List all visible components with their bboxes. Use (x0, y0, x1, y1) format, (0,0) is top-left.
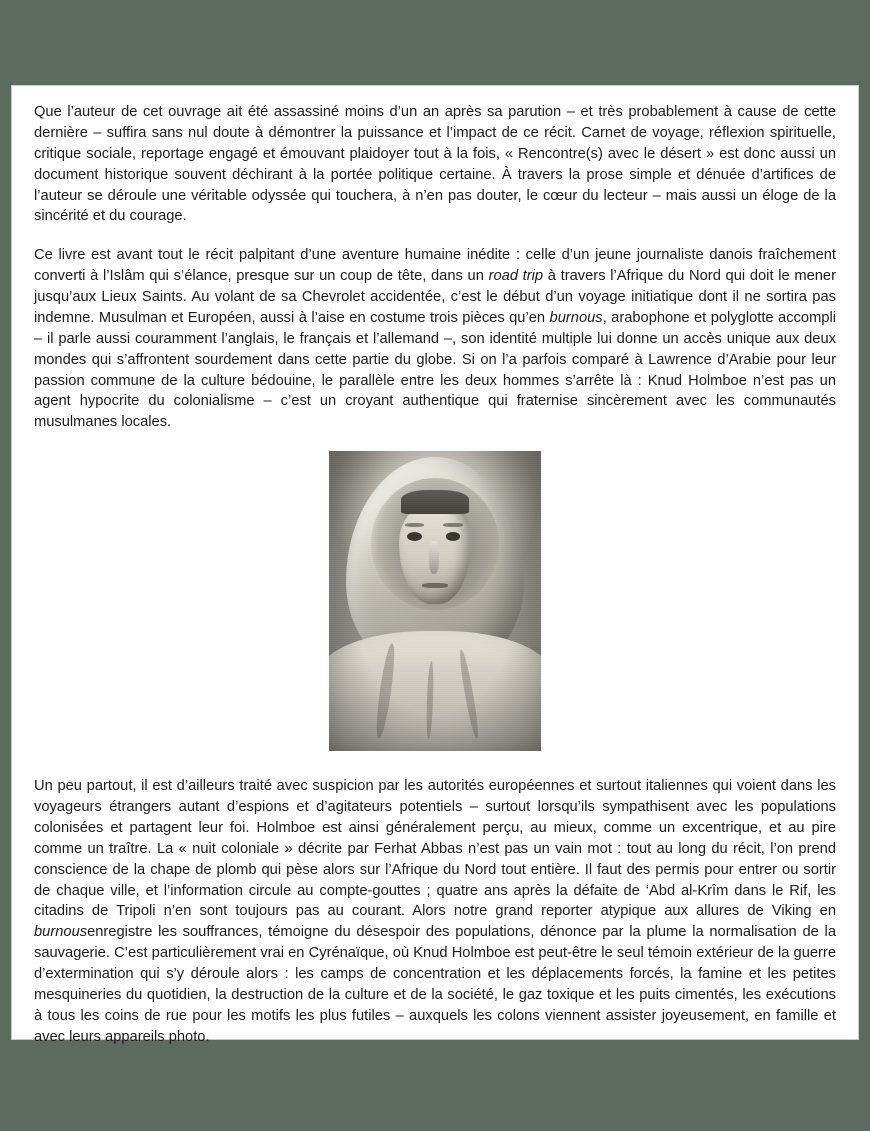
photo-grain (329, 451, 541, 751)
emphasized-text: burnous (549, 309, 603, 326)
document-page (11, 85, 859, 1045)
figure-block (34, 451, 836, 756)
portrait-photograph (329, 451, 541, 751)
document-content (12, 86, 858, 1058)
emphasized-text: burnous (34, 924, 88, 941)
paragraph-2: Ce livre est avant tout le récit palpitant d’une aventure humaine inédite : celle d’un jeune journaliste danois fraîchement converti à l’Islâm qui s’élance, presque sur un coup de tête, dans un road trip à travers l’Afrique du Nord qui doit le mener jusqu’aux Lieux Saints. Au volant de sa Chevrolet accidentée, c’est le début d’un voyage initiatique dont il ne sortira pas indemne. Musulman et Européen, aussi à l’aise en costume trois pièces qu’en burnous, arabophone et polyglotte accompli – il parle aussi couramment l’anglais, le français et l’allemand –, son identité multiple lui donne un accès unique aux deux mondes qui s’affrontent sourdement dans cette partie du globe. Si on l’a parfois comparé à Lawrence d’Arabie pour leur passion commune de la culture bédouine, le parallèle entre les deux hommes s’arrête là : Knud Holmboe n’est pas un agent hypocrite du colonialisme – c’est un croyant authentique qui fraternise sincèrement avec les communautés musulmanes locales. (34, 247, 836, 431)
emphasized-text: road trip (488, 268, 544, 285)
paragraph-3: Un peu partout, il est d’ailleurs traité avec suspicion par les autorités européennes et surtout italiennes qui voient dans les voyageurs étrangers autant d’espions et d’agitateurs potentiels – surtout lorsqu’ils sympathisent avec les populations colonisées et partagent leur foi. Holmboe est ainsi généralement perçu, au mieux, comme un excentrique, et au pire comme un traître. La « nuit coloniale » décrite par Ferhat Abbas n’est pas un vain mot : tout au long du récit, l’on prend conscience de la chape de plomb qui pèse alors sur l’Afrique du Nord tout entière. Il faut des permis pour entrer ou sortir de chaque ville, et l’information circule au compte-gouttes ; quatre ans après la défaite de ‘Abd al-Krîm dans le Rif, les citadins de Tripoli n’en sont toujours pas au courant. Alors notre grand reporter atypique aux allures de Viking en burnousenregistre les souffrances, témoigne du désespoir des populations, dénonce par la plume la normalisation de la sauvagerie. C’est particulièrement vrai en Cyrénaïque, où Knud Holmboe est peut-être le seul témoin extérieur de la guerre d’extermination qui s’y déroule alors : les camps de concentration et les déplacements forcés, la famine et les petites mesquineries du quotidien, la destruction de la culture et de la société, le gaz toxique et les puits cimentés, les exécutions à tous les coins de rue pour les motifs les plus futiles – auxquels les colons viennent assister joyeusement, en famille et avec leurs appareils photo. (34, 778, 836, 1045)
paragraph-1: Que l’auteur de cet ouvrage ait été assassiné moins d’un an après sa parution – et très probablement à cause de cette dernière – suffira sans nul doute à démontrer la puissance et l’impact de ce récit. Carnet de voyage, réflexion spirituelle, critique sociale, reportage engagé et émouvant plaidoyer tout à la fois, « Rencontre(s) avec le désert » est donc aussi un document historique souvent déchirant à la portée politique certaine. À travers la prose simple et dénuée d’artifices de l’auteur se déroule une véritable odyssée qui touchera, à n’en pas douter, le cœur du lecteur – mais aussi un éloge de la sincérité et du courage. (34, 104, 836, 225)
